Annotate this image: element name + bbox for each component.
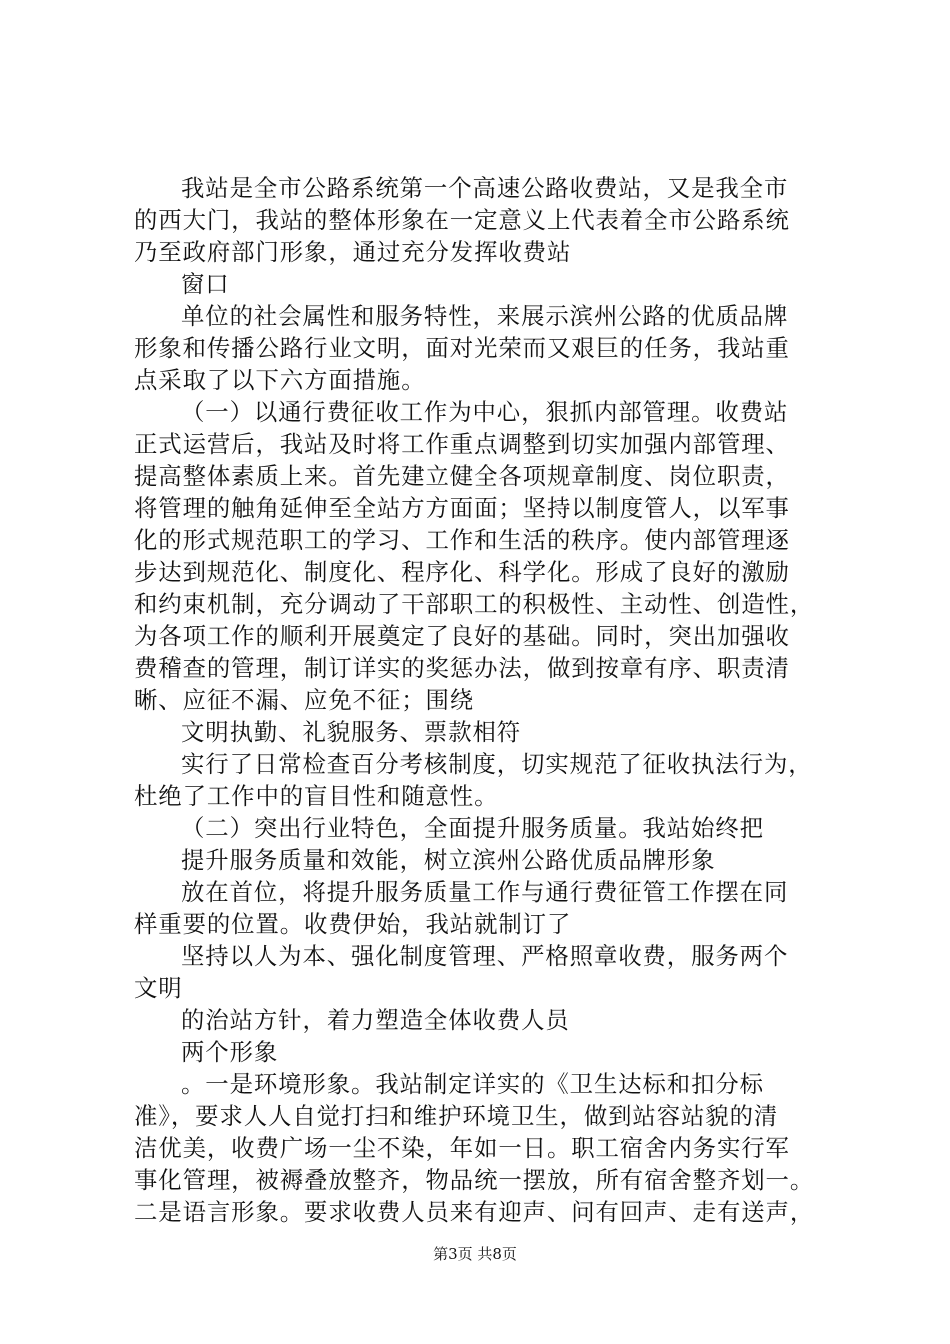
text-line: 步达到规范化、制度化、程序化、科学化。形成了良好的激励 (134, 558, 790, 586)
text-line: 正式运营后，我站及时将工作重点调整到切实加强内部管理、 (134, 430, 790, 458)
text-line: 实行了日常检查百分考核制度，切实规范了征收执法行为， (181, 750, 813, 778)
text-line: 文明 (134, 974, 183, 1002)
text-line: 窗口 (181, 270, 230, 298)
text-line: 乃至政府部门形象，通过充分发挥收费站 (134, 238, 572, 266)
text-line: 二是语言形象。要求收费人员来有迎声、问有回声、走有送声， (134, 1198, 815, 1226)
text-line: 形象和传播公路行业文明，面对光荣而又艰巨的任务，我站重 (134, 334, 790, 362)
text-line: 费稽查的管理，制订详实的奖惩办法，做到按章有序、职责清 (134, 654, 790, 682)
text-line: 准》，要求人人自觉打扫和维护环境卫生，做到站容站貌的清 (134, 1102, 779, 1130)
text-line: 事化管理，被褥叠放整齐，物品统一摆放，所有宿舍整齐划一。 (134, 1166, 815, 1194)
text-line: （一）以通行费征收工作为中心，狠抓内部管理。收费站 (181, 398, 789, 426)
text-line: 化的形式规范职工的学习、工作和生活的秩序。使内部管理逐 (134, 526, 790, 554)
text-line: 文明执勤、礼貌服务、票款相符 (181, 718, 522, 746)
text-line: 洁优美，收费广场一尘不染，年如一日。职工宿舍内务实行军 (134, 1134, 790, 1162)
text-line: 我站是全市公路系统第一个高速公路收费站，又是我全市 (181, 174, 789, 202)
text-line: 点采取了以下六方面措施。 (134, 366, 426, 394)
page-number-label: 第3页 共8页 (433, 1245, 517, 1263)
text-line: 单位的社会属性和服务特性，来展示滨州公路的优质品牌 (181, 302, 789, 330)
text-line: 提升服务质量和效能，树立滨州公路优质品牌形象 (181, 846, 716, 874)
text-line: 晰、应征不漏、应免不征；围绕 (134, 686, 475, 714)
text-line: 样重要的位置。收费伊始，我站就制订了 (134, 910, 572, 938)
text-line: 的西大门，我站的整体形象在一定意义上代表着全市公路系统 (134, 206, 790, 234)
text-line: 坚持以人为本、强化制度管理、严格照章收费，服务两个 (181, 942, 789, 970)
page-footer (0, 1243, 950, 1264)
text-line: 两个形象 (181, 1038, 279, 1066)
text-line: 将管理的触角延伸至全站方方面面；坚持以制度管人，以军事 (134, 494, 790, 522)
text-line: 。一是环境形象。我站制定详实的《卫生达标和扣分标 (181, 1070, 764, 1098)
text-line: 提高整体素质上来。首先建立健全各项规章制度、岗位职责， (134, 462, 790, 490)
text-line: 的治站方针，着力塑造全体收费人员 (181, 1006, 570, 1034)
text-line: 为各项工作的顺利开展奠定了良好的基础。同时，突出加强收 (134, 622, 790, 650)
text-line: 放在首位，将提升服务质量工作与通行费征管工作摆在同 (181, 878, 789, 906)
text-line: （二）突出行业特色，全面提升服务质量。我站始终把 (181, 814, 764, 842)
document-body (134, 172, 834, 1228)
text-line: 杜绝了工作中的盲目性和随意性。 (134, 782, 499, 810)
text-line: 和约束机制，充分调动了干部职工的积极性、主动性、创造性， (134, 590, 815, 618)
